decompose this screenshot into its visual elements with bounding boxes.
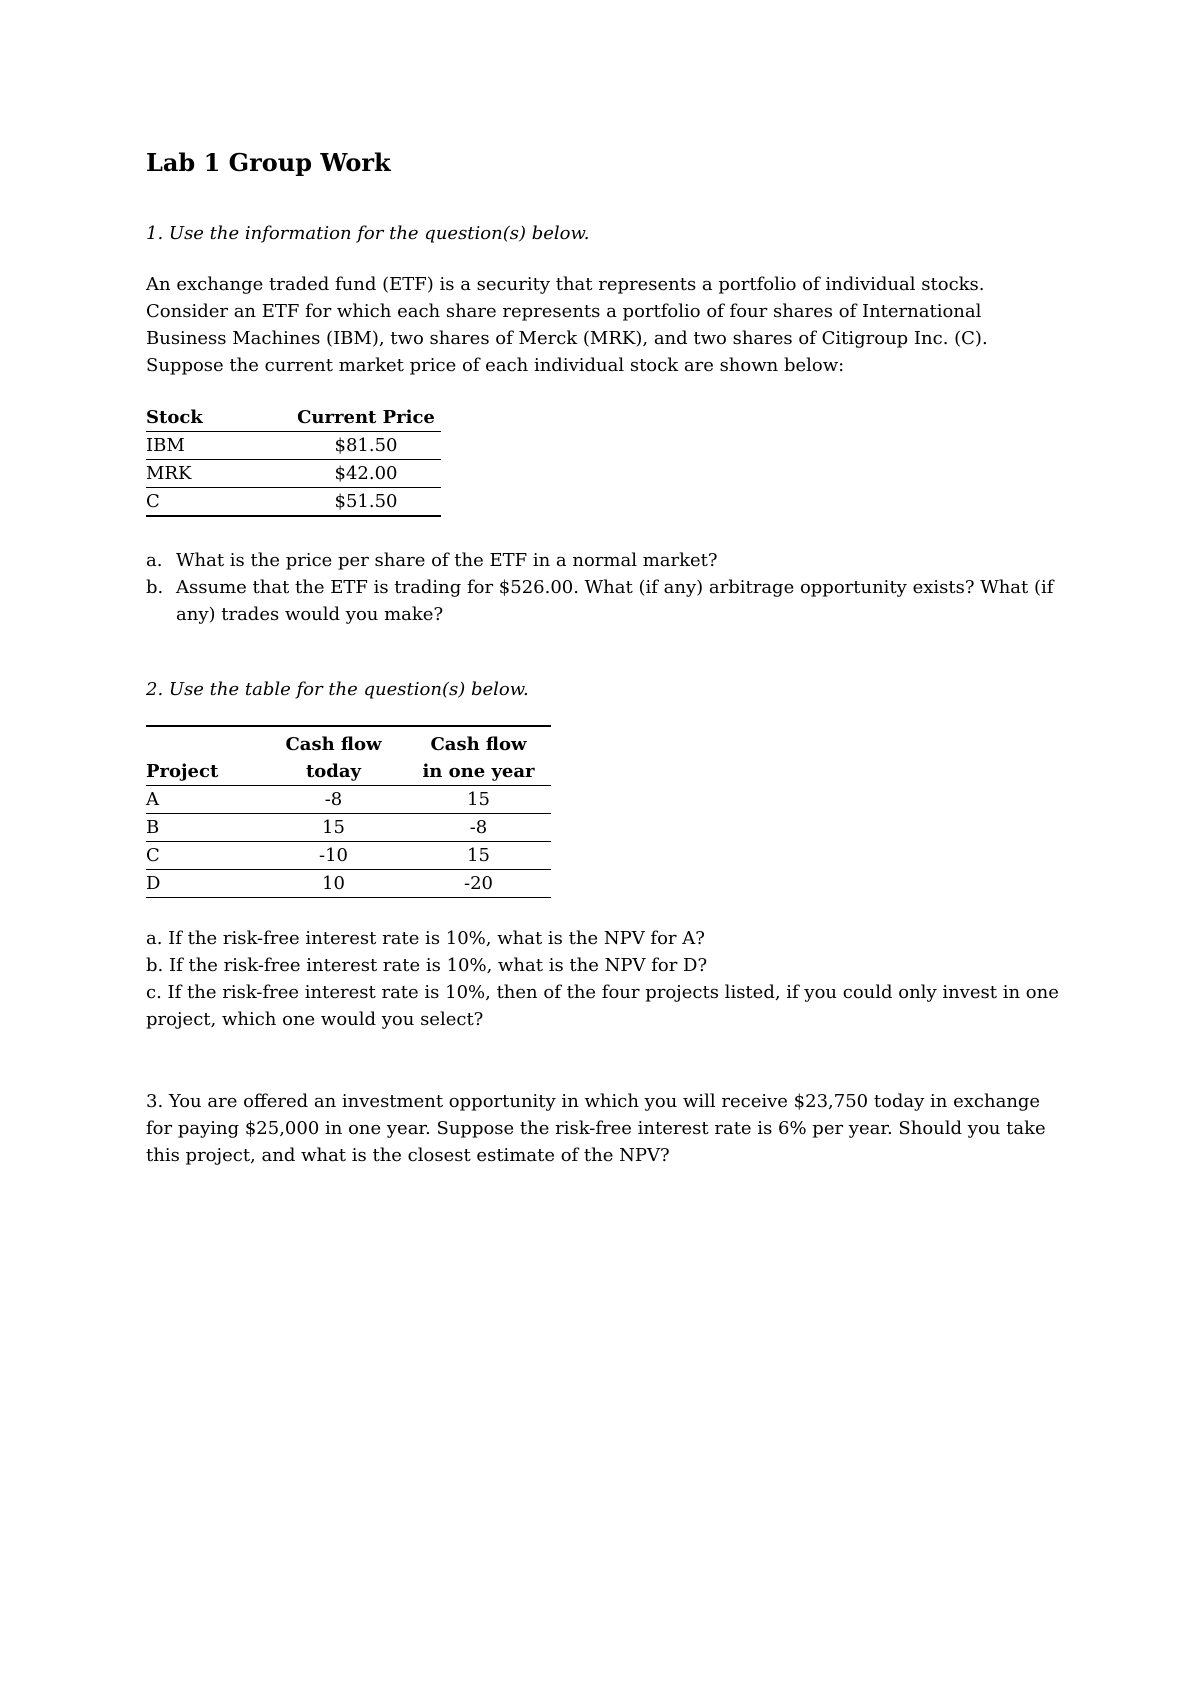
price-cell: $81.50	[291, 432, 441, 460]
question-1-subquestions	[146, 547, 1066, 628]
question-3-text: 3. You are offered an investment opportunity in which you will receive $23,750 today in exchange for paying $25,000 in one year. Suppose the risk-free interest rate is 6% per year. Should you take this project, and what is the closest estimate of the NPV?	[146, 1091, 1046, 1166]
list-item	[146, 574, 1066, 628]
question-1-intro: An exchange traded fund (ETF) is a security that represents a portfolio of individual stocks. Consider an ETF for which each share represents a portfolio of four shares of International Business Machines (IBM), two shares of Merck (MRK), and two shares of Citigroup Inc. (C). Suppose the current market price of each individual stock are shown below:	[146, 274, 988, 376]
header-blank	[146, 726, 261, 758]
list-item: b. If the risk-free interest rate is 10%, what is the NPV for D?	[146, 955, 708, 976]
question-1-label-text: 1. Use the information for the question(s) below.	[146, 223, 590, 244]
list-item: a. If the risk-free interest rate is 10%, what is the NPV for A?	[146, 928, 705, 949]
cashflow-today-header-top: Cash flow	[285, 734, 382, 755]
year-cell: 15	[406, 786, 551, 814]
item-text: Assume that the ETF is trading for $526.00. What (if any) arbitrage opportunity exists? What (if any) trades would you make?	[176, 577, 1054, 625]
question-2-subquestions	[146, 925, 1066, 1033]
cashflow-year-header-top: Cash flow	[430, 734, 527, 755]
list-item: c. If the risk-free interest rate is 10%, then of the four projects listed, if you could only invest in one project, which one would you select?	[146, 982, 1059, 1030]
cashflow-today-header-bottom: today	[261, 758, 406, 786]
price-cell: $51.50	[291, 488, 441, 517]
project-cell: C	[146, 842, 261, 870]
table-row	[146, 870, 551, 898]
year-cell: -20	[406, 870, 551, 898]
table-row	[146, 842, 551, 870]
price-header: Current Price	[291, 404, 441, 432]
project-cell: B	[146, 814, 261, 842]
today-cell: -8	[261, 786, 406, 814]
document-content	[146, 146, 1066, 1169]
list-item	[146, 547, 1066, 574]
table-row	[146, 786, 551, 814]
table-row	[146, 814, 551, 842]
question-1-label	[146, 220, 1066, 247]
item-text: What is the price per share of the ETF in a normal market?	[176, 550, 718, 571]
question-2-label	[146, 676, 1066, 703]
project-header: Project	[146, 758, 261, 786]
item-marker: a.	[146, 550, 163, 571]
item-marker: b.	[146, 577, 164, 598]
table-row	[146, 432, 441, 460]
today-cell: 15	[261, 814, 406, 842]
price-cell: $42.00	[291, 460, 441, 488]
stock-cell: MRK	[146, 460, 291, 488]
project-cashflow-table	[146, 725, 551, 898]
page-title: Lab 1 Group Work	[146, 148, 391, 177]
project-cell: A	[146, 786, 261, 814]
year-cell: -8	[406, 814, 551, 842]
year-cell: 15	[406, 842, 551, 870]
stock-cell: C	[146, 488, 291, 517]
today-cell: -10	[261, 842, 406, 870]
question-2-label-text: 2. Use the table for the question(s) below.	[146, 679, 529, 700]
table-row	[146, 460, 441, 488]
stock-header: Stock	[146, 404, 291, 432]
stock-cell: IBM	[146, 432, 291, 460]
project-cell: D	[146, 870, 261, 898]
stock-price-table	[146, 404, 441, 517]
today-cell: 10	[261, 870, 406, 898]
table-row	[146, 488, 441, 517]
cashflow-year-header-bottom: in one year	[406, 758, 551, 786]
